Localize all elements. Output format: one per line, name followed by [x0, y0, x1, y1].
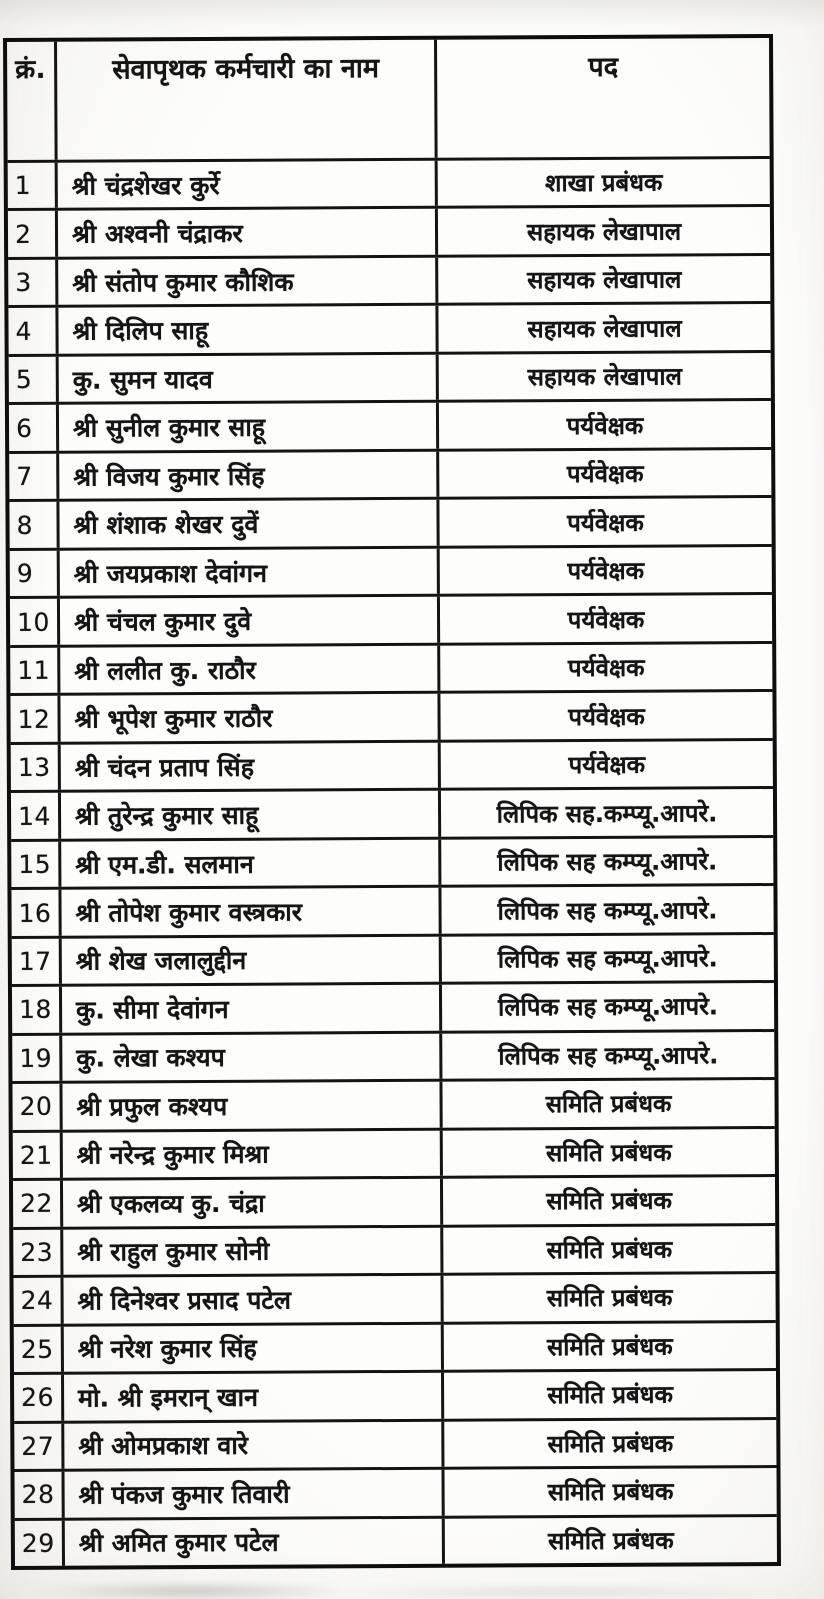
cell-serial: 26 — [14, 1375, 64, 1421]
table-row — [12, 1080, 774, 1132]
table-row — [8, 207, 770, 259]
table-row — [10, 692, 772, 744]
cell-name: श्री चंद्रशेखर कुर्रे — [58, 161, 438, 208]
cell-post: लिपिक सह कम्प्यू.आपरे. — [497, 895, 718, 925]
table-row — [11, 789, 773, 841]
cell-post: समिति प्रबंधक — [546, 1283, 673, 1313]
table-row — [14, 1323, 776, 1375]
cell-post: सहायक लेखापाल — [527, 362, 682, 392]
scan-vignette-top — [0, 0, 824, 26]
table-row — [12, 935, 774, 987]
cell-post: सहायक लेखापाल — [526, 217, 682, 247]
cell-name: श्री विजय कुमार सिंह — [59, 452, 439, 499]
cell-serial: 29 — [15, 1520, 65, 1566]
cell-name: श्री शेख जलालुद्दीन — [62, 936, 442, 983]
cell-serial: 15 — [11, 842, 61, 888]
cell-serial: 12 — [10, 696, 60, 742]
cell-serial: 17 — [12, 938, 62, 984]
cell-serial: 4 — [8, 308, 58, 354]
cell-name: श्री दिनेश्वर प्रसाद पटेल — [63, 1276, 443, 1323]
cell-post: समिति प्रबंधक — [546, 1235, 673, 1265]
table-row — [9, 498, 771, 550]
table-row — [13, 1274, 775, 1326]
table-row — [8, 159, 770, 211]
cell-serial: 18 — [12, 987, 62, 1033]
cell-serial: 27 — [14, 1423, 64, 1469]
cell-name: कु. सुमन यादव — [59, 355, 439, 402]
cell-post: लिपिक सह.कम्प्यू.आपरे. — [496, 798, 718, 828]
cell-post: समिति प्रबंधक — [547, 1477, 674, 1507]
cell-serial: 11 — [10, 648, 60, 694]
cell-name: श्री जयप्रकाश देवांगन — [60, 549, 440, 596]
table-row — [13, 1129, 775, 1181]
table-row — [12, 1032, 774, 1084]
cell-serial: 1 — [8, 163, 58, 209]
cell-post: समिति प्रबंधक — [545, 1138, 672, 1168]
cell-post: सहायक लेखापाल — [527, 314, 682, 343]
cell-serial: 6 — [9, 405, 59, 451]
cell-name: श्री ओमप्रकाश वारे — [64, 1421, 444, 1468]
table-body — [8, 159, 777, 1566]
header-cell-serial: क्रं. — [7, 42, 58, 160]
table-row — [11, 886, 773, 938]
cell-post: लिपिक सह कम्प्यू.आपरे. — [498, 992, 719, 1022]
cell-name: श्री चंदन प्रताप सिंह — [61, 743, 441, 790]
cell-serial: 23 — [13, 1229, 63, 1275]
table-row — [12, 983, 774, 1035]
cell-serial: 28 — [15, 1472, 65, 1518]
cell-name: श्री सुनील कुमार साहू — [59, 403, 439, 450]
cell-post: समिति प्रबंधक — [547, 1429, 674, 1459]
cell-post: लिपिक सह कम्प्यू.आपरे. — [497, 944, 718, 974]
cell-name: श्री नरेश कुमार सिंह — [64, 1324, 444, 1371]
table-row — [10, 644, 772, 696]
table-row — [8, 304, 770, 356]
table-row — [14, 1371, 776, 1423]
cell-serial: 14 — [11, 793, 61, 839]
cell-name: कु. सीमा देवांगन — [62, 985, 442, 1032]
cell-post: शाखा प्रबंधक — [545, 168, 663, 198]
cell-post: समिति प्रबंधक — [546, 1332, 673, 1362]
table-header-row — [7, 38, 770, 163]
cell-serial: 3 — [8, 260, 58, 306]
cell-name: श्री दिलिप साहू — [58, 306, 438, 353]
cell-post: पर्यवेक्षक — [567, 605, 645, 634]
table-row — [11, 741, 773, 793]
cell-name: श्री पंकज कुमार तिवारी — [65, 1470, 445, 1517]
cell-name: मो. श्री इमरान् खान — [64, 1373, 444, 1420]
scan-smudge-bottom-left — [30, 1583, 350, 1599]
table-row — [9, 353, 771, 405]
cell-serial: 24 — [13, 1278, 63, 1324]
cell-post: पर्यवेक्षक — [566, 459, 644, 489]
table-row — [11, 838, 773, 890]
cell-name: श्री अमित कुमार पटेल — [65, 1518, 445, 1565]
table-row — [10, 595, 772, 647]
cell-name: श्री प्रफुल कश्यप — [62, 1082, 442, 1129]
cell-serial: 22 — [13, 1181, 63, 1227]
cell-post: पर्यवेक्षक — [566, 411, 644, 440]
cell-serial: 2 — [8, 211, 58, 257]
cell-post: समिति प्रबंधक — [546, 1186, 672, 1216]
cell-serial: 5 — [9, 357, 59, 403]
cell-post: लिपिक सह कम्प्यू.आपरे. — [497, 847, 718, 877]
cell-name: श्री अश्वनी चंद्राकर — [58, 209, 438, 256]
cell-name: श्री शंशाक शेखर दुवें — [59, 500, 439, 547]
table-row — [10, 547, 772, 599]
table-row — [9, 401, 771, 453]
cell-name: श्री एम.डी. सलमान — [61, 840, 441, 887]
table-row — [8, 256, 770, 308]
cell-post: समिति प्रबंधक — [547, 1526, 674, 1555]
cell-name: श्री ललीत कु. राठौर — [60, 646, 440, 693]
cell-post: पर्यवेक्षक — [567, 653, 645, 683]
cell-post: पर्यवेक्षक — [567, 508, 644, 537]
table-row — [15, 1468, 777, 1520]
header-cell-name: सेवापृथक कर्मचारी का नाम — [57, 40, 438, 160]
scan-smudge-bottom-right — [344, 1587, 764, 1597]
table-row — [13, 1177, 775, 1229]
cell-name: श्री भूपेश कुमार राठौर — [60, 694, 440, 741]
table-row — [15, 1517, 777, 1566]
cell-serial: 20 — [12, 1084, 62, 1130]
cell-serial: 13 — [11, 745, 61, 791]
cell-name: श्री तुरेन्द्र कुमार साहू — [61, 791, 441, 838]
header-cell-post: पद — [588, 51, 619, 83]
cell-name: श्री राहुल कुमार सोनी — [63, 1227, 443, 1274]
cell-name: कु. लेखा कश्यप — [62, 1033, 442, 1080]
table-row — [9, 450, 771, 502]
cell-serial: 21 — [13, 1132, 63, 1178]
cell-serial: 7 — [9, 454, 59, 500]
cell-name: श्री संतोप कुमार कौशिक — [58, 258, 438, 305]
cell-name: श्री एकलव्य कु. चंद्रा — [63, 1179, 443, 1226]
cell-serial: 19 — [12, 1035, 62, 1081]
cell-name: श्री नरेन्द्र कुमार मिश्रा — [63, 1130, 443, 1177]
cell-serial: 8 — [9, 502, 59, 548]
cell-post: सहायक लेखापाल — [527, 265, 682, 295]
cell-serial: 10 — [10, 599, 60, 645]
cell-post: पर्यवेक्षक — [568, 702, 645, 731]
cell-post: समिति प्रबंधक — [545, 1089, 672, 1119]
employee-table — [3, 34, 781, 1570]
cell-name: श्री चंचल कुमार दुवे — [60, 597, 440, 644]
cell-post: समिति प्रबंधक — [547, 1380, 673, 1410]
cell-name: श्री तोपेश कुमार वस्त्रकार — [61, 888, 441, 935]
cell-post: पर्यवेक्षक — [568, 750, 646, 780]
cell-serial: 25 — [14, 1326, 64, 1372]
table-row — [14, 1420, 776, 1472]
cell-post: लिपिक सह कम्प्यू.आपरे. — [498, 1041, 719, 1071]
cell-serial: 9 — [10, 551, 60, 597]
cell-serial: 16 — [11, 890, 61, 936]
cell-post: पर्यवेक्षक — [567, 556, 645, 586]
table-row — [13, 1226, 775, 1278]
